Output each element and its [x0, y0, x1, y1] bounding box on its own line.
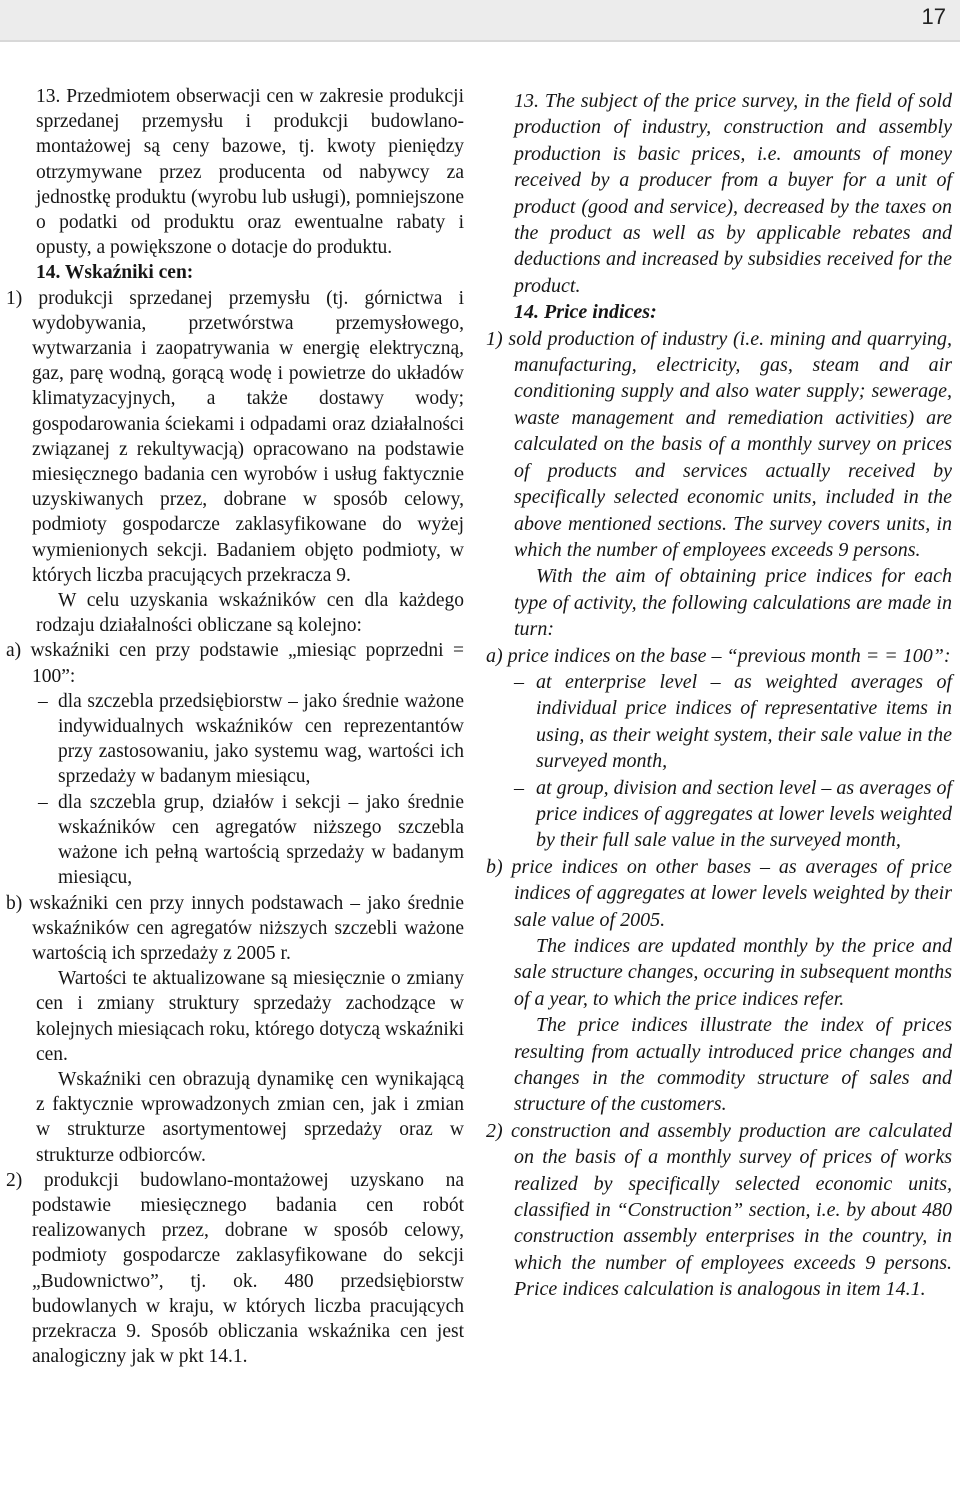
item-a-monthly-base-en: a) price indices on the base – “previous month = = 100”:	[486, 644, 951, 667]
update-paragraph: Wartości te aktualizowane są miesięcznie o zmiany cen i zmiany struktury sprzedaży zachodzące w kolejnych miesiącach roku, którego dotyczą wskaźniki cen.	[36, 968, 464, 1065]
update-paragraph-en: The indices are updated monthly by the price and sale structure changes, occuring in subsequent months of a year, to which the price indices refer.	[514, 935, 952, 1010]
section-14-heading-en: 14. Price indices:	[514, 301, 657, 324]
calculation-intro-en: With the aim of obtaining price indices for each type of activity, the following calculations are made in turn:	[514, 565, 952, 641]
dynamics-paragraph: Wskaźniki cen obrazują dynamikę cen wynikającą z faktycznie wprowadzonych zmian cen, jak i zmian w strukturze asortymentowej sprzedaży oraz w strukturze odbiorców.	[36, 1068, 464, 1166]
page-header-band	[0, 0, 960, 42]
dash-marker: –	[38, 690, 48, 712]
item-2-construction: 2) produkcji budowlano-montażowej uzyskano na podstawie miesięcznego badania cen robót realizowanych przez, dobrane w sposób celowy, podmioty gospodarcze zaklasyfikowane do sekcji „Budownictwo”, tj. ok. 480 przedsiębiorstw budowlanych w kraju, w których liczba pracujących przekracza 9. Sposób obliczania wskaźnika cen jest analogiczny jak w pkt 14.1.	[6, 1169, 464, 1368]
item-a-monthly-base: a) wskaźniki cen przy podstawie „miesiąc poprzedni = 100”:	[6, 640, 464, 687]
dash-marker: –	[514, 670, 524, 693]
english-column	[486, 88, 952, 1303]
item-a-group-text: dla szczebla grup, działów i sekcji – jako średnie wskaźników cen agregatów niższego szczebla ważone ich pełną wartością sprzedaży w badanym miesiącu,	[58, 791, 464, 889]
item-a-group-text-en: at group, division and section level – as averages of price indices of aggregates at lower levels weighted by their full sale value in the surveyed month,	[536, 776, 952, 852]
item-a-group-level	[6, 790, 464, 891]
section-13-text: 13. Przedmiotem obserwacji cen w zakresie produkcji sprzedanej przemysłu i produkcji budowlano-montażowej są ceny bazowe, tj. kwoty pieniędzy otrzymywane przez producenta od nabywcy za jednostkę produktu (wyrobu lub usługi), pomniejszone o podatki od produktu oraz ewentualne rabaty i opusty, a powiększone o dotacje do produktu.	[36, 86, 464, 259]
polish-column	[6, 84, 464, 1369]
item-1-industry: 1) produkcji sprzedanej przemysłu (tj. górnictwa i wydobywania, przetwórstwa przemysłowego, wytwarzania i zaopatrywania w energię elektryczną, gaz, parę wodną, gorącą wodę i powietrze do układów klimatyzacyjnych, a także dostawy wody; gospodarowania ściekami i odpadami oraz działalności związanej z rekultywacją) opracowano na podstawie miesięcznego badania cen wyrobów i usług faktycznie uzyskiwanych przez, dobrane w sposób celowy, podmioty gospodarcze zaklasyfikowane do wyżej wymienionych sekcji. Badaniem objęto podmioty, w których liczba pracujących przekracza 9.	[6, 287, 464, 586]
item-b-other-bases: b) wskaźniki cen przy innych podstawach – jako średnie wskaźników cen agregatów niższych szczebli ważone wartością ich sprzedaży z 2005 r.	[6, 892, 464, 964]
item-a-group-level-en	[486, 775, 952, 854]
section-14-heading: 14. Wskaźniki cen:	[36, 262, 194, 284]
item-a-enterprise-text-en: at enterprise level – as weighted averages of individual price indices of representative items in using, as their weight system, their sale value in the surveyed month,	[536, 670, 952, 773]
item-1-industry-en: 1) sold production of industry (i.e. mining and quarrying, manufacturing, electricity, gas, steam and air conditioning supply and also water supply; sewerage, waste management and remediation activities) are calculated on the basis of a monthly survey on prices of products and services actually received by specifically selected economic units, included in the above mentioned sections. The survey covers units, in which the number of employees exceeds 9 persons.	[486, 327, 952, 561]
item-a-enterprise-text: dla szczebla przedsiębiorstw – jako średnie ważone indywidualnych wskaźników cen reprezentantów przy zastosowaniu, jako systemu wag, wartości ich sprzedaży w badanym miesiącu,	[58, 690, 464, 788]
item-2-construction-en: 2) construction and assembly production are calculated on the basis of a monthly survey of prices of works realized by specifically selected economic units, classified in “Construction” section, i.e. by about 480 construction assembly enterprises in the country, in which the number of employees exceeds 9 persons. Price indices calculation is analogous in item 14.1.	[486, 1119, 952, 1301]
section-13-text-en: 13. The subject of the price survey, in the field of sold production of industry, construction and assembly production is basic prices, i.e. amounts of money received by a producer from a buyer for a unit of product (good and service), decreased by the taxes on the product as well as by applicable rebates and deductions and increased by subsidies received for the product.	[514, 90, 952, 297]
item-b-other-bases-en: b) price indices on other bases – as averages of price indices of aggregates at lower levels weighted by their sale value of 2005.	[486, 855, 952, 931]
dash-marker: –	[514, 776, 524, 799]
item-a-enterprise-level	[6, 689, 464, 790]
dash-marker: –	[38, 791, 48, 813]
calculation-intro: W celu uzyskania wskaźników cen dla każdego rodzaju działalności obliczane są kolejno:	[36, 590, 464, 637]
item-a-enterprise-level-en	[486, 669, 952, 775]
page-number: 17	[921, 4, 946, 29]
illustrate-paragraph-en: The price indices illustrate the index of prices resulting from actually introduced price changes and changes in the commodity structure of sales and structure of the customers.	[514, 1014, 952, 1116]
